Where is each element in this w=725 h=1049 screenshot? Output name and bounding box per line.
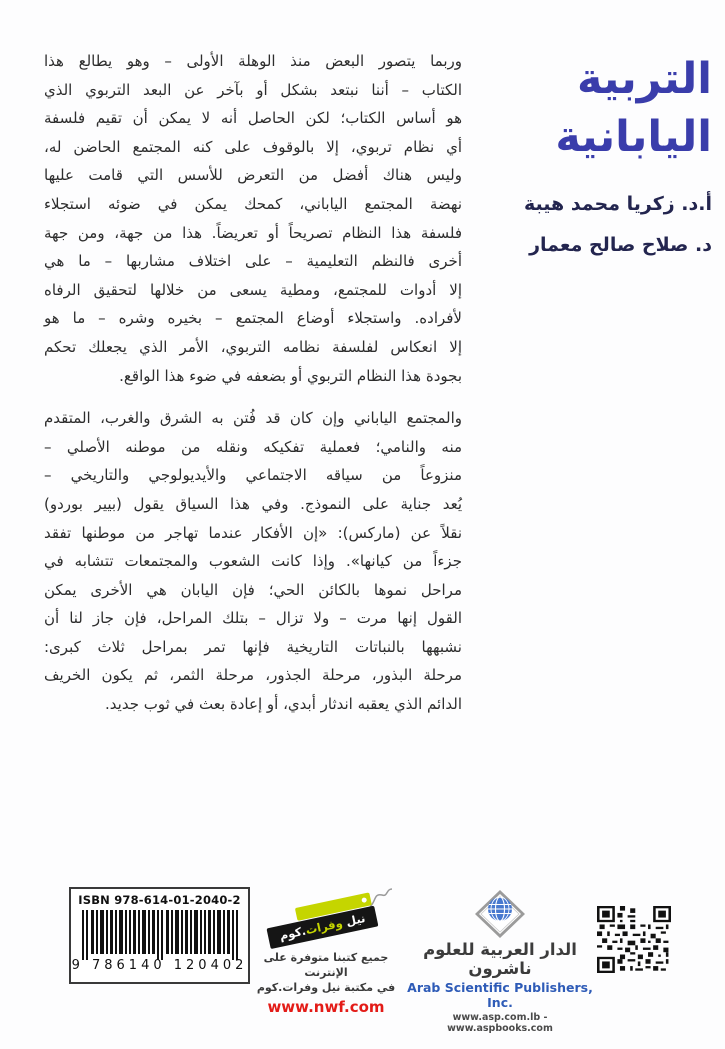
nwf-tag-text-1: نيل bbox=[340, 910, 367, 930]
synopsis-line: نشبهها بالنباتات التاريخية فإنها تمر بمراحل ثلاث كبرى: bbox=[44, 637, 462, 656]
author-2: د. صلاح صالح معمار bbox=[529, 234, 712, 256]
synopsis-line: هو أساس الكتاب؛ لكن الحاصل أنه لا يمكن أن تقيم فلسفة bbox=[44, 109, 462, 128]
publisher-urls: www.asp.com.lb - www.aspbooks.com bbox=[447, 1012, 553, 1034]
synopsis-paragraph-1 bbox=[44, 47, 462, 390]
synopsis-line: القول إنها مرت – ولا تزال – بتلك المراحل، فإن جاز لنا أن bbox=[44, 609, 462, 628]
isbn-barcode-box bbox=[69, 887, 250, 984]
nwf-caption bbox=[252, 950, 400, 995]
publisher-globe-diamond-icon bbox=[473, 889, 527, 939]
title-block bbox=[524, 50, 712, 266]
publisher-block bbox=[407, 889, 593, 1034]
barcode-icon bbox=[82, 910, 238, 960]
synopsis-line: منزوعاً من سياقه الاجتماعي والأيديولوجي والتاريخي – bbox=[44, 466, 462, 485]
synopsis-paragraph-2 bbox=[44, 404, 462, 719]
synopsis-line: جزءاً من كيانها». وإذا كانت الشعوب والمجتمعات تتشابه في bbox=[44, 552, 462, 571]
synopsis-line: بجودة هذا النظام التربوي أو بضعفه في ضوء هذا الواقع. bbox=[119, 366, 462, 385]
synopsis-line: أي نظام تربوي، إلا بالوقوف على كنه المجتمع الحاضن له، bbox=[44, 137, 462, 156]
nwf-caption-line2: في مكتبة نيل وفرات.كوم bbox=[256, 981, 396, 994]
nwf-tag-text-2: وفرات bbox=[304, 915, 344, 938]
qr-code bbox=[597, 906, 671, 973]
book-title-line2: اليابانية bbox=[555, 112, 712, 162]
synopsis-line: إلا انعكاس لفلسفة نظامه التربوي، الأمر الذي يجعلك تحكم bbox=[44, 337, 462, 356]
synopsis-text bbox=[44, 47, 462, 719]
nwf-tag-logo bbox=[264, 892, 379, 949]
synopsis-line: الدائم الذي يعقبه اندثار أبدي، أو إعادة بعث في ثوب جديد. bbox=[105, 695, 462, 714]
synopsis-line: فلسفة هذا النظام تصريحاً أو تعريضاً. هذا من جهة، ومن جهة bbox=[44, 223, 462, 242]
publisher-name-arabic: الدار العربية للعلوم ناشرون bbox=[423, 940, 577, 978]
barcode-digits: 9 786140 120402 bbox=[71, 958, 248, 973]
synopsis-line: أخرى فالنظم التعليمية – على اختلاف مشاربها – ما هي bbox=[44, 252, 462, 271]
book-title-line1: التربية bbox=[577, 54, 712, 104]
synopsis-line: مرحلة البذور، مرحلة الجذور، مرحلة الثمر، ثم يكون الخريف bbox=[44, 666, 462, 685]
book-title bbox=[524, 50, 712, 166]
synopsis-line: الكتاب – أننا نبتعد بشكل أو بآخر عن البعد التربوي الذي bbox=[44, 80, 462, 99]
synopsis-line: نهضة المجتمع الياباني، كمحك يمكن في ضوئه استجلاء bbox=[44, 194, 462, 213]
synopsis-line: نقلاً عن (ماركس): «إن الأفكار عندما تهاجر من موطنها تفقد bbox=[44, 523, 462, 542]
synopsis-line: وربما يتصور البعض منذ الوهلة الأولى – وهو يطالع هذا bbox=[44, 52, 462, 70]
nwf-tag-text-3: .كوم bbox=[278, 923, 308, 943]
synopsis-line: والمجتمع الياباني وإن كان قد فُتن به الشرق والغرب، المتقدم bbox=[44, 409, 462, 428]
nwf-logo-block bbox=[252, 889, 400, 1016]
authors bbox=[524, 184, 712, 266]
nwf-caption-line1: جميع كتبنا متوفرة على الإنترنت bbox=[263, 951, 389, 979]
synopsis-line: إلا أدوات للمجتمع، ومطية يسعى من خلالها لتحقيق الرفاه bbox=[44, 280, 462, 299]
synopsis-line: منه والنامي؛ فعملية تفكيكه ونقله من موطنه الأصلي – bbox=[44, 437, 462, 456]
isbn-number: ISBN 978-614-01-2040-2 bbox=[78, 893, 241, 907]
nwf-url: www.nwf.com bbox=[267, 998, 385, 1016]
synopsis-line: وليس هناك أفضل من التعرض للأسس التي قامت عليها bbox=[44, 166, 462, 185]
synopsis-line: مراحل نموها بالكائن الحي؛ فإن اليابان هي الأخرى يمكن bbox=[44, 580, 462, 599]
synopsis-line: يُعد جناية على النموذج. وفي هذا السياق يقول (بيير بوردو) bbox=[44, 494, 462, 513]
author-1: أ.د. زكريا محمد هيبة bbox=[524, 193, 712, 215]
synopsis-line: لأفراده. واستجلاء أوضاع المجتمع – بخيره وشره – ما هو bbox=[44, 309, 462, 328]
nwf-tag-wrap bbox=[252, 889, 400, 945]
publisher-name-english: Arab Scientific Publishers, Inc. bbox=[407, 980, 593, 1010]
